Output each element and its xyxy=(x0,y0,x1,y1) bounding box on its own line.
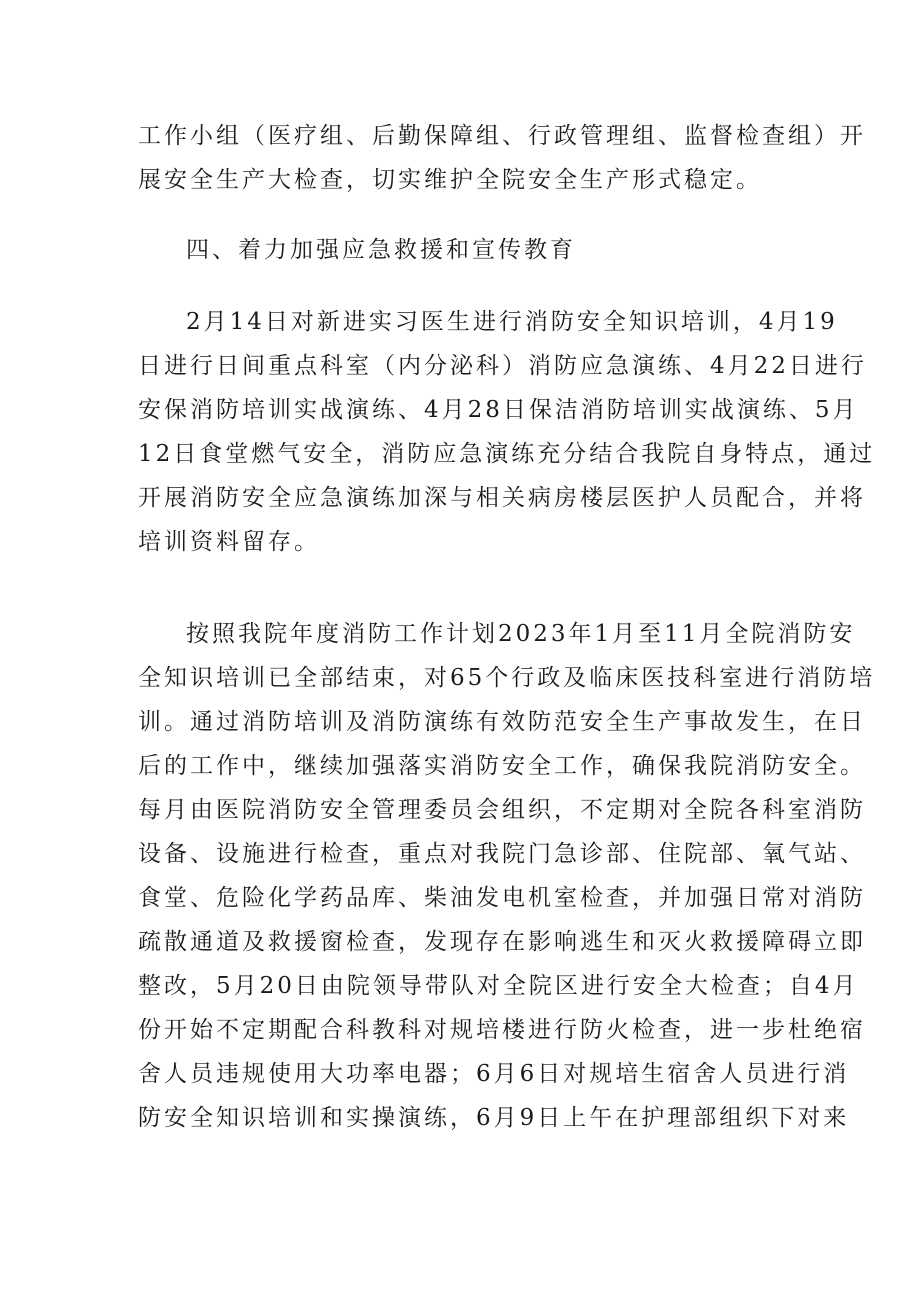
paragraph-3-line-6: 设备、设施进行检查，重点对我院门急诊部、住院部、氧气站、 xyxy=(138,841,866,867)
paragraph-2-line-2: 日进行日间重点科室（内分泌科）消防应急演练、4月22日进行 xyxy=(138,353,867,379)
paragraph-3-line-1: 按照我院年度消防工作计划2023年1月至11月全院消防安 xyxy=(186,621,856,647)
paragraph-2-line-3: 安保消防培训实战演练、4月28日保洁消防培训实战演练、5月 xyxy=(138,397,859,423)
paragraph-3-line-4: 后的工作中，继续加强落实消防安全工作，确保我院消防安全。 xyxy=(138,753,866,779)
paragraph-1-line-1: 工作小组（医疗组、后勤保障组、行政管理组、监督检查组）开 xyxy=(138,123,866,149)
paragraph-3-line-12: 防安全知识培训和实操演练，6月9日上午在护理部组织下对来 xyxy=(138,1105,850,1131)
paragraph-2-line-6: 培训资料留存。 xyxy=(138,529,320,555)
paragraph-3-line-10: 份开始不定期配合科教科对规培楼进行防火检查，进一步杜绝宿 xyxy=(138,1017,866,1043)
paragraph-2 xyxy=(138,300,876,564)
paragraph-2-line-5: 开展消防安全应急演练加深与相关病房楼层医护人员配合，并将 xyxy=(138,485,866,511)
section-heading-4-text: 四、着力加强应急救援和宣传教育 xyxy=(186,237,576,263)
paragraph-3-line-11: 舍人员违规使用大功率电器；6月6日对规培生宿舍人员进行消 xyxy=(138,1061,850,1087)
paragraph-3-line-9: 整改，5月20日由院领导带队对全院区进行安全大检查；自4月 xyxy=(138,973,859,999)
paragraph-3-line-2: 全知识培训已全部结束，对65个行政及临床医技科室进行消防培 xyxy=(138,665,876,691)
paragraph-3-line-7: 食堂、危险化学药品库、柴油发电机室检查，并加强日常对消防 xyxy=(138,885,866,911)
paragraph-2-line-4: 12日食堂燃气安全，消防应急演练充分结合我院自身特点，通过 xyxy=(138,441,876,467)
paragraph-1-line-2: 展安全生产大检查，切实维护全院安全生产形式稳定。 xyxy=(138,167,762,193)
paragraph-3 xyxy=(138,612,876,1140)
paragraph-3-line-3: 训。通过消防培训及消防演练有效防范安全生产事故发生，在日 xyxy=(138,709,866,735)
paragraph-3-line-8: 疏散通道及救援窗检查，发现存在影响逃生和灭火救援障碍立即 xyxy=(138,929,866,955)
paragraph-1 xyxy=(138,114,866,202)
paragraph-3-line-5: 每月由医院消防安全管理委员会组织，不定期对全院各科室消防 xyxy=(138,797,866,823)
paragraph-2-line-1: 2月14日对新进实习医生进行消防安全知识培训，4月19 xyxy=(186,309,838,335)
section-heading-4 xyxy=(138,228,788,272)
